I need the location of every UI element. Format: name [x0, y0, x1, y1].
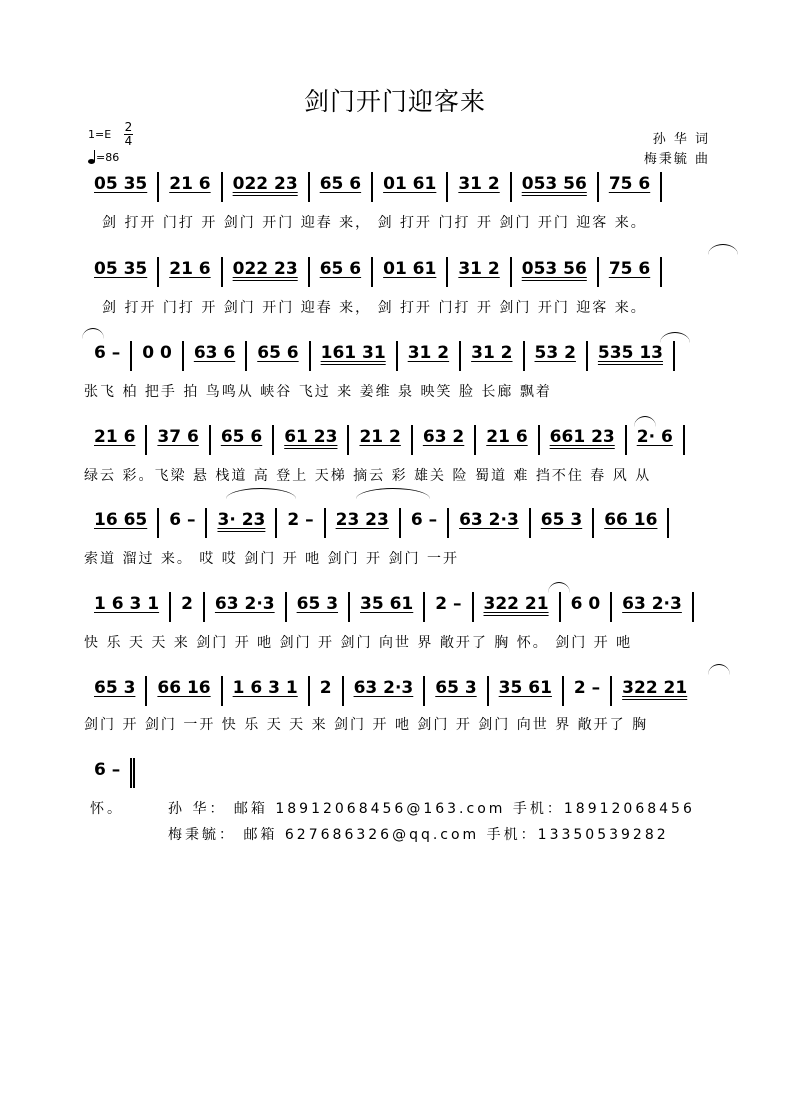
measure: 66 16	[147, 676, 222, 706]
tie-arc	[82, 328, 104, 339]
time-signature-bottom: 4	[124, 134, 133, 148]
measure: 3· 23	[207, 508, 277, 538]
measure: 35 61	[489, 676, 564, 706]
measure: 053 56	[512, 257, 599, 287]
measure: 37 6	[147, 425, 210, 455]
time-signature-top: 2	[124, 120, 133, 134]
measure: 53 2	[525, 341, 588, 371]
notation-row-4	[84, 425, 754, 457]
measure: 21 2	[349, 425, 412, 455]
contact-1-email: 邮箱 18912068456@163.com	[233, 801, 506, 817]
measure: 65 3	[425, 676, 488, 706]
contact-1-name: 孙 华：	[168, 801, 227, 817]
lyrics-row-6: 快 乐 天 天 来 剑门 开 吔 剑门 开 剑门 向世 界 敞开了 胸 怀。 剑门 开 吔	[84, 635, 633, 651]
measure: 01 61	[373, 257, 448, 287]
measure: 65 3	[531, 508, 594, 538]
measure: 65 3	[84, 676, 147, 706]
time-signature	[124, 121, 133, 148]
measure: 6 0	[561, 592, 613, 622]
notation-row-2	[84, 257, 754, 289]
measure: 31 2	[398, 341, 461, 371]
measure: 161 31	[311, 341, 398, 371]
slur-arc	[708, 664, 730, 675]
measure: 16 65	[84, 508, 159, 538]
lyrics-row-2: 剑 打开 门打 开 剑门 开门 迎春 来， 剑 打开 门打 开 剑门 开门 迎客 来。	[102, 300, 647, 316]
measure: 35 61	[350, 592, 425, 622]
measure: 322 21	[474, 592, 561, 622]
contact-1	[168, 798, 695, 818]
measure: 65 6	[310, 172, 373, 202]
measure: 1 6 3 1	[223, 676, 310, 706]
measure: 61 23	[274, 425, 349, 455]
measure: 66 16	[594, 508, 669, 538]
measure: 322 21	[622, 678, 688, 698]
measure: 05 35	[84, 172, 159, 202]
measure: 2	[310, 676, 344, 706]
measure: 022 23	[223, 257, 310, 287]
quarter-note-icon	[88, 150, 96, 164]
tie-arc	[226, 488, 296, 499]
lyrics-row-5: 索道 溜过 来。 哎 哎 剑门 开 吔 剑门 开 剑门 一开	[84, 551, 459, 567]
measure: 6 –	[401, 508, 449, 538]
measure: 31 2	[448, 257, 511, 287]
measure: 63 2·3	[344, 676, 426, 706]
measure: 31 2	[461, 341, 524, 371]
measure: 63 2·3	[205, 592, 287, 622]
notation-row-8	[84, 758, 754, 790]
tie-arc	[708, 244, 738, 255]
measure: 6 –	[159, 508, 207, 538]
measure: 053 56	[512, 172, 599, 202]
notation-row-5	[84, 508, 754, 540]
measure: 05 35	[84, 257, 159, 287]
final-measure: 6 –	[84, 758, 135, 788]
measure: 65 3	[287, 592, 350, 622]
measure: 63 2·3	[612, 592, 694, 622]
measure: 75 6	[599, 172, 662, 202]
measure: 2 –	[277, 508, 325, 538]
measure: 63 2·3	[449, 508, 531, 538]
measure: 6 –	[84, 341, 132, 371]
lyrics-row-7: 剑门 开 剑门 一开 快 乐 天 天 来 剑门 开 吔 剑门 开 剑门 向世 界 敞开了 胸	[84, 717, 649, 733]
measure: 63 2	[413, 425, 476, 455]
notation-row-3	[84, 341, 754, 373]
tempo-marking	[88, 150, 119, 164]
measure: 2	[171, 592, 205, 622]
measure: 2· 6	[627, 425, 685, 455]
measure: 022 23	[223, 172, 310, 202]
measure: 21 6	[476, 425, 539, 455]
measure: 0 0	[132, 341, 184, 371]
measure: 2 –	[564, 676, 612, 706]
tie-arc	[356, 488, 430, 499]
measure: 01 61	[373, 172, 448, 202]
measure: 21 6	[84, 425, 147, 455]
measure: 535 13	[588, 341, 675, 371]
measure: 21 6	[159, 257, 222, 287]
measure: 65 6	[247, 341, 310, 371]
measure: 31 2	[448, 172, 511, 202]
measure: 23 23	[326, 508, 401, 538]
lyrics-row-3: 张飞 柏 把手 拍 鸟鸣从 峡谷 飞过 来 姜维 泉 映笑 脸 长廊 飘着	[84, 384, 552, 400]
measure: 21 6	[159, 172, 222, 202]
measure: 75 6	[599, 257, 662, 287]
notation-row-6	[84, 592, 754, 624]
measure: 63 6	[184, 341, 247, 371]
measure: 661 23	[540, 425, 627, 455]
measure: 65 6	[211, 425, 274, 455]
final-lyric: 怀。	[90, 801, 124, 817]
notation-row-7	[84, 676, 754, 708]
contact-2-name: 梅秉毓：	[168, 827, 236, 843]
contact-2-email: 邮箱 627686326@qq.com	[243, 827, 480, 843]
contact-1-phone: 手机：18912068456	[512, 801, 695, 817]
measure: 2 –	[425, 592, 473, 622]
composer-credit: 梅秉毓 曲	[643, 152, 710, 167]
measure: 1 6 3 1	[84, 592, 171, 622]
contact-2	[168, 824, 669, 844]
lyrics-row-1: 剑 打开 门打 开 剑门 开门 迎春 来， 剑 打开 门打 开 剑门 开门 迎客 来。	[102, 215, 647, 231]
lyricist-credit: 孙 华 词	[652, 132, 710, 147]
notation-row-1	[84, 172, 754, 204]
tempo-value: =86	[96, 151, 120, 164]
contact-2-phone: 手机：13350539282	[486, 827, 669, 843]
measure: 65 6	[310, 257, 373, 287]
song-title: 剑门开门迎客来	[303, 87, 486, 116]
lyrics-row-4: 绿云 彩。飞梁 悬 栈道 高 登上 天梯 摘云 彩 雄关 险 蜀道 难 挡不住 春 风 从	[84, 468, 652, 484]
key-signature: 1=E	[88, 128, 112, 141]
